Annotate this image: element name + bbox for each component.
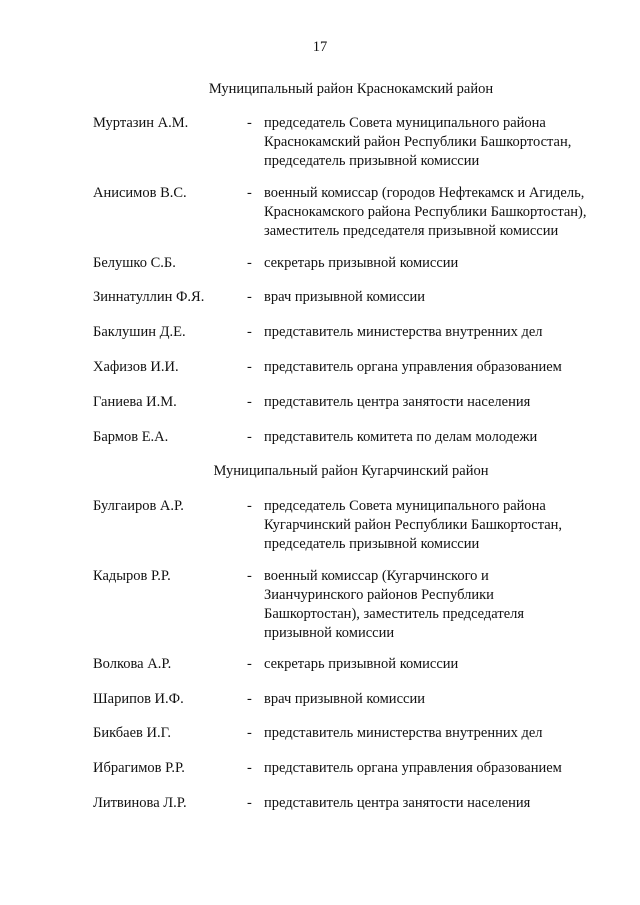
role-line: представитель министерства внутренних дел	[264, 324, 543, 340]
member-name: Бармов Е.А.	[93, 429, 169, 445]
dash: -	[247, 255, 252, 271]
role-line: секретарь призывной комиссии	[264, 255, 459, 271]
role-line: военный комиссар (городов Нефтекамск и Агидель,	[264, 185, 585, 201]
role-line: представитель органа управления образованием	[264, 359, 562, 375]
dash: -	[247, 185, 252, 201]
role-line: военный комиссар (Кугарчинского и	[264, 568, 489, 584]
dash: -	[247, 115, 252, 131]
role-line: председатель Совета муниципального района	[264, 115, 546, 131]
role-line: председатель призывной комиссии	[264, 153, 480, 169]
member-name: Булгаиров А.Р.	[93, 498, 184, 514]
member-role	[264, 428, 604, 447]
member-name: Кадыров Р.Р.	[93, 568, 171, 584]
role-line: председатель призывной комиссии	[264, 536, 480, 552]
dash: -	[247, 289, 252, 305]
dash: -	[247, 795, 252, 811]
role-line: представитель центра занятости населения	[264, 795, 531, 811]
member-role	[264, 655, 604, 674]
role-line: Краснокамский район Республики Башкортостан,	[264, 134, 572, 150]
role-line: представитель центра занятости населения	[264, 394, 531, 410]
member-role	[264, 254, 604, 273]
member-role	[264, 567, 604, 643]
dash: -	[247, 394, 252, 410]
dash: -	[247, 498, 252, 514]
dash: -	[247, 691, 252, 707]
member-name: Муртазин А.М.	[93, 115, 189, 131]
member-name: Волкова А.Р.	[93, 656, 172, 672]
member-name: Ганиева И.М.	[93, 394, 177, 410]
member-name: Ибрагимов Р.Р.	[93, 760, 185, 776]
dash: -	[247, 568, 252, 584]
role-line: секретарь призывной комиссии	[264, 656, 459, 672]
role-line: врач призывной комиссии	[264, 691, 425, 707]
member-role	[264, 690, 604, 709]
role-line: Краснокамского района Республики Башкортостан),	[264, 204, 587, 220]
role-line: Кугарчинский район Республики Башкортостан,	[264, 517, 563, 533]
member-role	[264, 759, 604, 778]
dash: -	[247, 324, 252, 340]
role-line: заместитель председателя призывной комиссии	[264, 223, 559, 239]
member-role	[264, 724, 604, 743]
member-role	[264, 323, 604, 342]
member-role	[264, 794, 604, 813]
role-line: Башкортостан), заместитель председателя	[264, 606, 525, 622]
role-line: представитель органа управления образованием	[264, 760, 562, 776]
member-name: Белушко С.Б.	[93, 255, 176, 271]
member-role	[264, 358, 604, 377]
member-role	[264, 393, 604, 412]
dash: -	[247, 656, 252, 672]
member-name: Шарипов И.Ф.	[93, 691, 184, 707]
member-name: Зиннатуллин Ф.Я.	[93, 289, 205, 305]
member-name: Анисимов В.С.	[93, 185, 187, 201]
section-title: Муниципальный район Кугарчинский район	[213, 463, 489, 479]
member-role	[264, 184, 604, 241]
role-line: врач призывной комиссии	[264, 289, 425, 305]
role-line: представитель комитета по делам молодежи	[264, 429, 538, 445]
dash: -	[247, 725, 252, 741]
section-title: Муниципальный район Краснокамский район	[208, 81, 494, 97]
member-name: Баклушин Д.Е.	[93, 324, 186, 340]
role-line: председатель Совета муниципального района	[264, 498, 546, 514]
role-line: представитель министерства внутренних дел	[264, 725, 543, 741]
dash: -	[247, 429, 252, 445]
member-name: Литвинова Л.Р.	[93, 795, 187, 811]
member-role	[264, 114, 604, 171]
dash: -	[247, 760, 252, 776]
member-name: Бикбаев И.Г.	[93, 725, 171, 741]
member-role	[264, 497, 604, 554]
dash: -	[247, 359, 252, 375]
member-name: Хафизов И.И.	[93, 359, 179, 375]
page-number: 17	[312, 39, 328, 55]
role-line: Зианчуринского районов Республики	[264, 587, 494, 603]
role-line: призывной комиссии	[264, 625, 395, 641]
member-role	[264, 288, 604, 307]
